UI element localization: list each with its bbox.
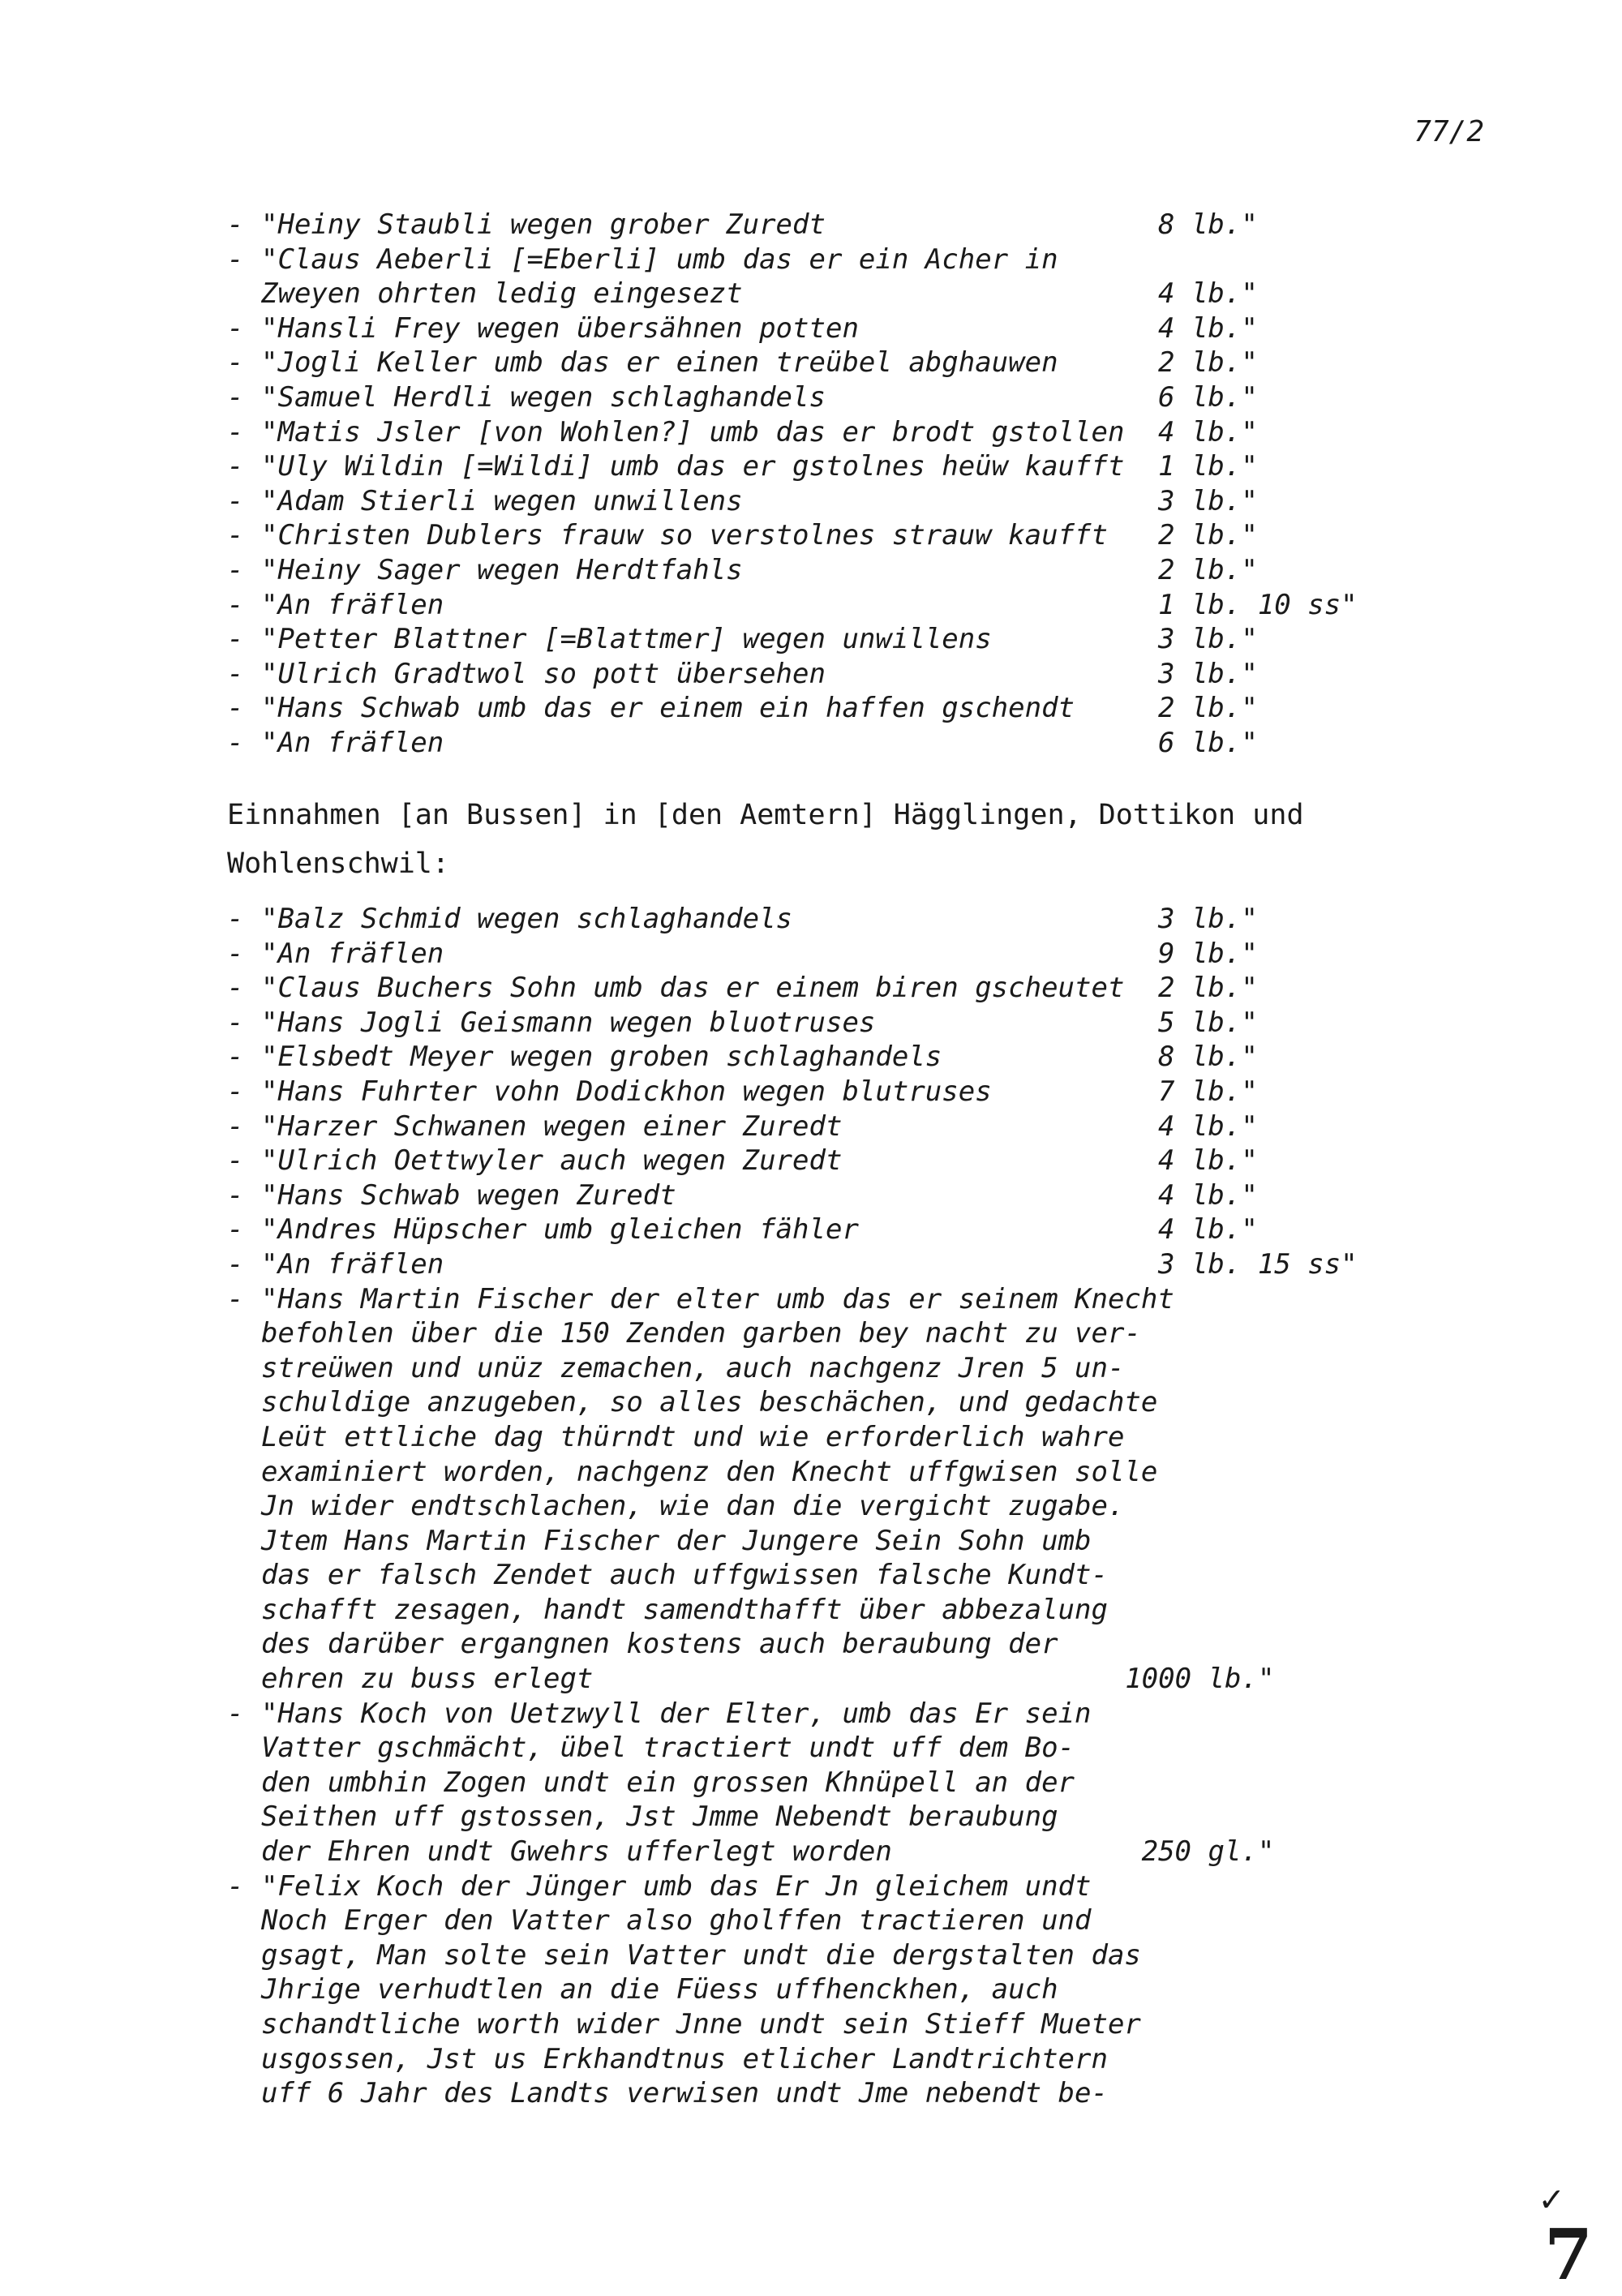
entry-text-line: usgossen, Jst us Erkhandtnus etlicher Landtrichtern (261, 2042, 1108, 2075)
section-heading-line-2: Wohlenschwil: (227, 848, 449, 880)
fine-entry (227, 484, 1427, 519)
entry-amount: 2 lb." (1158, 692, 1258, 725)
entry-text-line: "Harzer Schwanen wegen einer Zuredt (261, 1109, 843, 1143)
list-dash: - (227, 450, 244, 483)
entry-amount: 1000 lb." (1125, 1663, 1275, 1696)
list-dash: - (227, 553, 244, 586)
entry-text-line: "Samuel Herdli wegen schlaghandels (261, 380, 826, 414)
list-dash: - (227, 1075, 244, 1108)
list-dash: - (227, 346, 244, 380)
list-dash: - (227, 242, 244, 276)
entry-text-line: "Balz Schmid wegen schlaghandels (261, 903, 793, 935)
fine-entry (227, 1697, 1427, 1869)
entry-text-line: "An fräflen (261, 726, 444, 759)
fine-entry (227, 380, 1427, 415)
entry-text-line: "Elsbedt Meyer wegen groben schlaghandels (261, 1041, 942, 1074)
entry-amount: 2 lb." (1158, 972, 1258, 1005)
section-heading (227, 791, 1492, 888)
fine-entry (227, 1282, 1427, 1697)
entry-amount: 8 lb." (1158, 1041, 1258, 1074)
entry-text-line: Jhrige verhudtlen an die Füess uffhenckhen, auch (261, 1973, 1058, 2006)
entry-amount: 2 lb." (1158, 346, 1258, 380)
entry-amount: 6 lb." (1158, 380, 1258, 414)
entry-amount: 1 lb." (1158, 450, 1258, 483)
entry-text-line: "Felix Koch der Jünger umb das Er Jn gleichem undt (261, 1869, 1092, 1903)
list-dash: - (227, 903, 244, 935)
page-number: 77/2 (1414, 115, 1484, 148)
entry-amount: 8 lb." (1158, 208, 1258, 241)
fine-entry (227, 1869, 1427, 2111)
check-mark: ✓ (1538, 2182, 1565, 2219)
entry-amount: 3 lb. 15 ss" (1158, 1247, 1358, 1281)
list-dash: - (227, 415, 244, 448)
list-dash: - (227, 1041, 244, 1074)
entry-amount: 4 lb." (1158, 415, 1258, 448)
entry-text-line: des darüber ergangnen kostens auch beraubung der (261, 1628, 1058, 1661)
fine-entry (227, 1006, 1427, 1041)
fine-entry (227, 622, 1427, 657)
fine-entry (227, 588, 1427, 623)
list-dash: - (227, 1144, 244, 1178)
entry-text-line: den umbhin Zogen undt ein grossen Khnüpell an der (261, 1766, 1075, 1799)
entry-amount: 5 lb." (1158, 1006, 1258, 1039)
fine-entry (227, 971, 1427, 1006)
entry-text-line: "An fräflen (261, 1247, 444, 1281)
entry-text-line: schafft zesagen, handt samendthafft über abbezalung (261, 1593, 1108, 1626)
entry-text-line: "Hans Fuhrter vohn Dodickhon wegen blutruses (261, 1075, 992, 1108)
list-dash: - (227, 1869, 244, 1903)
entry-text-line: "Matis Jsler [von Wohlen?] umb das er brodt gstollen (261, 415, 1125, 448)
entry-text-line: "Hans Schwab umb das er einem ein haffen gschendt (261, 692, 1075, 725)
fines-list-1 (227, 208, 1427, 761)
entry-amount: 9 lb." (1158, 937, 1258, 970)
entry-text-line: das er falsch Zendet auch uffgwissen falsche Kundt- (261, 1559, 1108, 1592)
entry-amount: 3 lb." (1158, 657, 1258, 690)
list-dash: - (227, 380, 244, 414)
entry-text-line: "Claus Aeberli [=Eberli] umb das er ein Acher in (261, 242, 1058, 276)
list-dash: - (227, 208, 244, 241)
entry-text-line: "Hans Koch von Uetzwyll der Elter, umb das Er sein (261, 1697, 1092, 1730)
fine-entry (227, 1178, 1427, 1213)
entry-text-line: "Jogli Keller umb das er einen treübel abghauwen (261, 346, 1058, 380)
fine-entry (227, 242, 1427, 311)
fine-entry (227, 518, 1427, 553)
entry-text-line: "Andres Hüpscher umb gleichen fähler (261, 1213, 859, 1247)
entry-amount: 3 lb." (1158, 903, 1258, 935)
handwritten-page-mark: 7 (1544, 2214, 1593, 2296)
fine-entry (227, 1247, 1427, 1282)
fine-entry (227, 449, 1427, 484)
fine-entry (227, 415, 1427, 450)
list-dash: - (227, 1109, 244, 1143)
entry-text-line: "Petter Blattner [=Blattmer] wegen unwillens (261, 623, 992, 656)
entry-text-line: "Hansli Frey wegen übersähnen potten (261, 311, 859, 345)
fine-entry (227, 937, 1427, 972)
list-dash: - (227, 726, 244, 759)
entry-text-line: uff 6 Jahr des Landts verwisen undt Jme nebendt be- (261, 2077, 1108, 2110)
entry-text-line: "Hans Schwab wegen Zuredt (261, 1178, 676, 1212)
entry-text-line: Vatter gschmächt, übel tractiert undt uff dem Bo- (261, 1732, 1075, 1765)
entry-text-line: "Heiny Staubli wegen grober Zuredt (261, 208, 826, 241)
entry-amount: 2 lb." (1158, 519, 1258, 552)
entry-text-line: Leüt ettliche dag thürndt und wie erforderlich wahre (261, 1420, 1125, 1453)
section-heading-line-1: Einnahmen [an Bussen] in [den Aemtern] Hägglingen, Dottikon und (227, 799, 1304, 831)
list-dash: - (227, 1282, 244, 1315)
fine-entry (227, 726, 1427, 761)
list-dash: - (227, 519, 244, 552)
entry-text-line: gsagt, Man solte sein Vatter undt die dergstalten das (261, 1938, 1141, 1972)
entry-text-line: Jtem Hans Martin Fischer der Jungere Sein Sohn umb (261, 1524, 1092, 1557)
fine-entry (227, 345, 1427, 380)
entry-amount: 4 lb." (1158, 311, 1258, 345)
entry-text-line: "Ulrich Oettwyler auch wegen Zuredt (261, 1144, 843, 1178)
entry-amount: 3 lb." (1158, 623, 1258, 656)
entry-amount: 250 gl." (1141, 1835, 1275, 1869)
entry-text-line: "An fräflen (261, 588, 444, 621)
entry-text-line: Seithen uff gstossen, Jst Jmme Nebendt beraubung (261, 1800, 1058, 1834)
fine-entry (227, 691, 1427, 726)
list-dash: - (227, 623, 244, 656)
entry-text-line: "Heiny Sager wegen Herdtfahls (261, 553, 743, 586)
fine-entry (227, 1075, 1427, 1109)
entry-amount: 2 lb." (1158, 553, 1258, 586)
list-dash: - (227, 1006, 244, 1039)
list-dash: - (227, 937, 244, 970)
fine-entry (227, 553, 1427, 588)
fine-entry (227, 902, 1427, 937)
entry-text-line: "Uly Wildin [=Wildi] umb das er gstolnes heüw kaufft (261, 450, 1125, 483)
entry-amount: 4 lb." (1158, 1213, 1258, 1247)
list-dash: - (227, 657, 244, 690)
entry-amount: 1 lb. 10 ss" (1158, 588, 1358, 621)
entry-amount: 6 lb." (1158, 726, 1258, 759)
list-dash: - (227, 1178, 244, 1212)
entry-text-line: "An fräflen (261, 937, 444, 970)
list-dash: - (227, 484, 244, 517)
fines-list-2 (227, 902, 1427, 2111)
entry-text-line: "Hans Martin Fischer der elter umb das er seinem Knecht (261, 1282, 1174, 1315)
entry-amount: 4 lb." (1158, 1178, 1258, 1212)
entry-amount: 4 lb." (1158, 1144, 1258, 1178)
entry-text-line: "Christen Dublers frauw so verstolnes strauw kaufft (261, 519, 1108, 552)
entry-text-line: Jn wider endtschlachen, wie dan die vergicht zugabe. (261, 1490, 1125, 1523)
entry-text-line: Noch Erger den Vatter also gholffen tractieren und (261, 1904, 1092, 1938)
fine-entry (227, 1109, 1427, 1144)
entry-text-line: schuldige anzugeben, so alles beschächen, und gedachte (261, 1386, 1158, 1419)
entry-amount: 4 lb." (1158, 1109, 1258, 1143)
list-dash: - (227, 1697, 244, 1730)
entry-amount: 4 lb." (1158, 277, 1258, 311)
list-dash: - (227, 972, 244, 1005)
entry-text-line: "Adam Stierli wegen unwillens (261, 484, 743, 517)
entry-text-line: "Ulrich Gradtwol so pott übersehen (261, 657, 826, 690)
entry-amount: 3 lb." (1158, 484, 1258, 517)
fine-entry (227, 311, 1427, 346)
list-dash: - (227, 692, 244, 725)
entry-text-line: Zweyen ohrten ledig eingesezt (261, 277, 743, 311)
entry-amount: 7 lb." (1158, 1075, 1258, 1108)
list-dash: - (227, 588, 244, 621)
fine-entry (227, 1040, 1427, 1075)
list-dash: - (227, 1247, 244, 1281)
fine-entry (227, 1212, 1427, 1247)
list-dash: - (227, 311, 244, 345)
entry-text-line: befohlen über die 150 Zenden garben bey nacht zu ver- (261, 1317, 1141, 1350)
fine-entry (227, 208, 1427, 242)
entry-text-line: der Ehren undt Gwehrs ufferlegt worden (261, 1835, 892, 1869)
fine-entry (227, 1144, 1427, 1178)
entry-text-line: "Hans Jogli Geismann wegen bluotruses (261, 1006, 876, 1039)
entry-text-line: "Claus Buchers Sohn umb das er einem biren gscheutet (261, 972, 1125, 1005)
entry-text-line: streüwen und unüz zemachen, auch nachgenz Jren 5 un- (261, 1351, 1125, 1384)
fine-entry (227, 657, 1427, 692)
list-dash: - (227, 1213, 244, 1247)
entry-text-line: schandtliche worth wider Jnne undt sein Stieff Mueter (261, 2008, 1141, 2041)
entry-text-line: examiniert worden, nachgenz den Knecht uffgwisen solle (261, 1455, 1158, 1488)
entry-text-line: ehren zu buss erlegt (261, 1663, 594, 1696)
